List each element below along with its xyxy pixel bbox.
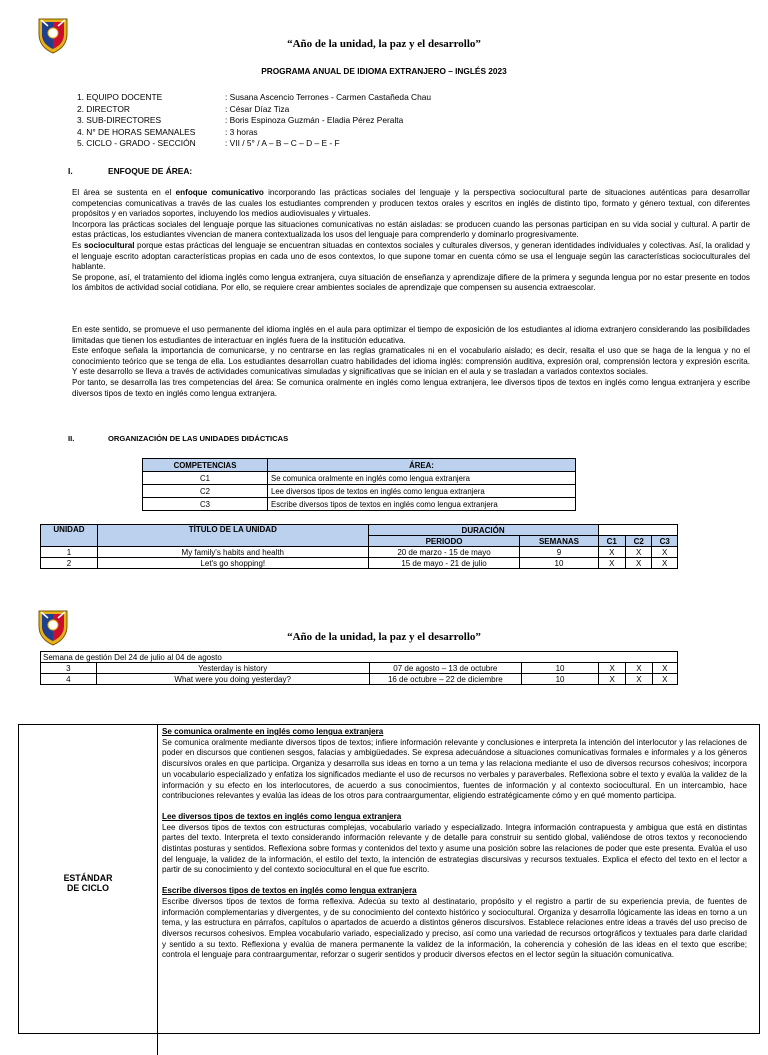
column-header-c2: C2 (625, 536, 651, 547)
team-row (77, 104, 431, 116)
team-row (77, 115, 431, 127)
gestion-week-note: Semana de gestión Del 24 de julio al 04 de agosto (40, 651, 678, 662)
team-info-list (77, 92, 431, 150)
text-span: El área se sustenta en el (72, 188, 176, 197)
competency-title: Lee diversos tipos de textos en inglés como lengua extranjera (162, 811, 402, 821)
unit-period: 15 de mayo - 21 de julio (368, 558, 520, 569)
team-value: : VII / 5° / A – B – C – D – E - F (225, 138, 340, 148)
unit-number: 4 (41, 674, 97, 685)
table-row (41, 663, 678, 674)
section-number: II. (68, 434, 75, 443)
unit-c1-mark: X (598, 558, 625, 569)
unit-number: 3 (41, 663, 97, 674)
label-line: DE CICLO (66, 883, 110, 893)
column-header-c3: C3 (652, 536, 678, 547)
section-title: ORGANIZACIÓN DE LAS UNIDADES DIDÁCTICAS (108, 434, 289, 443)
unit-weeks: 10 (522, 663, 599, 674)
paragraph: Se propone, así, el tratamiento del idioma inglés como lengua extranjera, cuya situación de enseñanza y aprendizaje difiere de la primera y segunda lengua por no estar presente en todos los ámbitos de actividad social cotidiana. Por ello, se requiere crear ambientes sociales de aprendizaje que compensen su ausencia extraescolar. (72, 272, 750, 293)
unit-number: 1 (41, 547, 98, 558)
section-heading-enfoque (68, 166, 192, 176)
competency-title: Se comunica oralmente en inglés como lengua extranjera (162, 727, 384, 736)
column-header-titulo: TÍTULO DE LA UNIDAD (97, 525, 368, 547)
label-text (64, 873, 113, 893)
program-title: PROGRAMA ANUAL DE IDIOMA EXTRANJERO – INGLÉS 2023 (261, 66, 507, 76)
unit-c3-mark: X (652, 547, 678, 558)
cycle-standard-content (162, 727, 747, 961)
team-label: 5. CICLO - GRADO - SECCIÓN (77, 138, 196, 148)
unit-c3-mark: X (652, 558, 678, 569)
cycle-standard-table (18, 724, 760, 1034)
year-motto: “Año de la unidad, la paz y el desarrollo” (287, 631, 481, 643)
unit-c2-mark: X (626, 663, 652, 674)
team-row (77, 127, 431, 139)
enfoque-text-block-2 (72, 325, 750, 399)
paragraph (72, 241, 750, 273)
unit-c1-mark: X (599, 663, 626, 674)
unit-c2-mark: X (626, 674, 652, 685)
unit-c3-mark: X (652, 674, 677, 685)
competency-code: C3 (143, 498, 268, 511)
paragraph: En este sentido, se promueve el uso permanente del idioma inglés en el aula para optimizar el tiempo de exposición de los estudiantes al idioma extranjero considerando las posibilidades limitadas que tienen los estudiantes de interactuar en inglés fuera de la institución educativa. (72, 325, 750, 345)
team-row (77, 138, 431, 150)
unit-c3-mark: X (652, 663, 677, 674)
bold-term: enfoque comunicativo (175, 188, 264, 197)
spacer (162, 876, 747, 886)
team-label: 1. EQUIPO DOCENTE (77, 92, 163, 102)
competency-text: Se comunica oralmente en inglés como lengua extranjera (268, 472, 576, 485)
text-span: porque estas prácticas del lenguaje se encuentran situadas en contextos sociales y culturales diversos, y generan identidades individuales y colectivas. Así, la oralidad y el lenguaje escrito adoptan características propias en cada uno de esos contextos, lo que supone tomar en cuenta cómo se usa el lenguaje según las características socioculturales del hablante. (72, 240, 750, 272)
enfoque-text-block-1 (72, 188, 750, 294)
section-title: ENFOQUE DE ÁREA: (108, 166, 193, 176)
table-row (41, 674, 678, 685)
unit-number: 2 (41, 558, 98, 569)
competency-text: Escribe diversos tipos de textos en inglés como lengua extranjera (268, 498, 576, 511)
unit-weeks: 9 (520, 547, 598, 558)
team-value: : César Díaz Tiza (225, 103, 290, 114)
paragraph: Incorpora las prácticas sociales del lenguaje porque las situaciones comunicativas no están aisladas: se producen cuando las personas participan en su vida social y cultural. A partir de estas prácticas, los estudiantes vivencian de manera contextualizada los usos del lenguaje para comprenderlo y dominarlo progresivamente. (72, 219, 750, 240)
spacer (162, 802, 747, 812)
column-header-unidad: UNIDAD (41, 525, 98, 547)
column-header-c1: C1 (598, 536, 625, 547)
column-header-duracion: DURACIÓN (368, 525, 598, 536)
column-header-blank (598, 525, 677, 536)
unit-period: 20 de marzo - 15 de mayo (368, 547, 520, 558)
text-span: incorporando las prácticas sociales del lenguaje y la perspectiva sociocultural parte de situaciones auténticas para desarrollar competencias comunicativas a través de las cuales los estudiantes comprenden y producen textos orales y escritos en inglés de distinto tipo, formato y género textual, con diferentes propósitos y en variados soportes, incluyendo los medios audiovisuales y virtuales. (72, 188, 750, 219)
unit-c2-mark: X (625, 558, 651, 569)
table-row (143, 485, 576, 498)
label-line: ESTÁNDAR (63, 873, 113, 883)
competency-code: C2 (143, 485, 268, 498)
section-heading-organizacion (68, 434, 288, 443)
team-label: 3. SUB-DIRECTORES (77, 115, 162, 125)
team-value: : 3 horas (225, 126, 258, 137)
paragraph: Por tanto, se desarrolla las tres competencias del área: Se comunica oralmente en inglés como lengua extranjera, lee diversos tipos de textos en inglés como lengua extranjera y escribe diversos tipos de texto en inglés como lengua extranjera. (72, 377, 750, 398)
unit-period: 16 de octubre – 22 de diciembre (369, 674, 522, 685)
team-value: : Susana Ascencio Terrones - Carmen Castañeda Chau (225, 92, 432, 102)
competency-text: Lee diversos tipos de textos en inglés como lengua extranjera (268, 485, 576, 498)
unit-title: Yesterday is history (96, 663, 369, 674)
column-header-semanas: SEMANAS (520, 536, 598, 547)
column-header: ÁREA: (268, 459, 576, 472)
bold-term: sociocultural (83, 240, 135, 250)
team-row (77, 92, 431, 104)
cycle-standard-label (19, 725, 158, 1055)
team-label: 2. DIRECTOR (77, 103, 130, 114)
unit-weeks: 10 (520, 558, 598, 569)
competencias-table (142, 458, 576, 511)
column-header-periodo: PERIODO (368, 536, 520, 547)
paragraph: Este enfoque señala la importancia de comunicarse, y no centrarse en las reglas gramaticales ni en el vocabulario aislado; es decir, resalta el uso que se haga de la lengua y no el conocimiento teórico que se tenga de ella. Los estudiantes desarrollan cuatro habilidades del idioma inglés: comprensión auditiva, expresión oral, comprensión lectora y expresión escrita. Y este desarrollo se lleva a través de actividades comunicativas simuladas y significativas que se inician en el aula y se trasladan a variados contextos sociales. (72, 346, 750, 377)
unit-weeks: 10 (522, 674, 599, 685)
table-row (41, 547, 678, 558)
unit-title: My family's habits and health (97, 547, 368, 558)
table-header-row (41, 525, 678, 536)
competency-code: C1 (143, 472, 268, 485)
table-header-row (143, 459, 576, 472)
units-table (40, 524, 678, 569)
year-motto: “Año de la unidad, la paz y el desarrollo” (287, 38, 481, 50)
team-label: 4. N° DE HORAS SEMANALES (77, 126, 196, 137)
competency-description: Se comunica oralmente mediante diversos tipos de textos; infiere información relevante y conclusiones e interpreta la intención del interlocutor y las relaciones de poder en discursos que contienen sesgos, falacias y ambigüedades. Se expresa adecuándose a situaciones comunicativas formales e informales y a los géneros discursivos orales en que participa. Organiza y desarrolla sus ideas en torno a un tema y las relaciona mediante el uso de diversos recursos cohesivos; incorpora un vocabulario especializado y enfatiza los significados mediante el uso de recursos no verbales y paraverbales. Reflexiona sobre el texto y evalúa la validez de la información y su efecto en los interlocutores, de acuerdo a sus conocimientos, fuentes de información y al contexto sociocultural. En un intercambio, hace contribuciones relevantes y evalúa las ideas de los otros para contraargumentar, eligiendo estratégicamente cómo y en qué momento participa. (162, 737, 747, 801)
unit-c1-mark: X (598, 547, 625, 558)
unit-title: Let's go shopping! (97, 558, 368, 569)
unit-period: 07 de agosto – 13 de octubre (369, 663, 522, 674)
column-header: COMPETENCIAS (143, 459, 268, 472)
competency-description: Lee diversos tipos de textos con estructuras complejas, vocabulario variado y especializado. Integra información contrapuesta y ambigua que está en distintas partes del texto. Interpreta el texto considerando información relevante y de detalle para construir su sentido global, valiéndose de otros textos y reconociendo distintas posturas y sentidos. Reflexiona sobre formas y contenidos del texto y asume una posición sobre las relaciones de poder que este presenta. Evalúa el uso del lenguaje, la validez de la información, el estilo del texto, la intención de estrategias discursivas y recursos textuales. Explica el efecto del texto en el lector a partir de su conocimiento y del contexto sociocultural en el que fue escrito. (162, 822, 747, 875)
unit-c2-mark: X (625, 547, 651, 558)
unit-c1-mark: X (599, 674, 626, 685)
table-row (143, 472, 576, 485)
competency-title: Escribe diversos tipos de textos en inglés como lengua extranjera (162, 886, 417, 896)
units-table-continued (40, 662, 678, 685)
competency-description: Escribe diversos tipos de textos de forma reflexiva. Adecúa su texto al destinatario, propósito y el registro a partir de su experiencia previa, de fuentes de información complementarias y divergentes, y de su conocimiento del contexto histórico y sociocultural. Organiza y desarrolla lógicamente las ideas en torno a un tema, y las estructura en párrafos, capítulos o apartados de acuerdo a distintos géneros discursivos. Establece relaciones entre ideas a través del uso preciso de diversos recursos cohesivos. Emplea vocabulario variado, especializado y preciso, así como una variedad de recursos ortográficos y textuales para darle claridad y sentido a su texto. Reflexiona y evalúa de manera permanente la validez de la información, la coherencia y cohesión de las ideas en el texto que escribe; controla el lenguaje para contraargumentar, reforzar o sugerir sentidos y producir diversos efectos en el lector según la situación comunicativa. (162, 896, 747, 960)
paragraph (72, 188, 750, 220)
table-row (41, 558, 678, 569)
team-value: : Boris Espinoza Guzmán - Eladia Pérez Peralta (225, 115, 404, 125)
text-span: Es (72, 240, 84, 250)
unit-title: What were you doing yesterday? (96, 674, 369, 685)
table-row (143, 498, 576, 511)
section-number: I. (68, 166, 73, 176)
